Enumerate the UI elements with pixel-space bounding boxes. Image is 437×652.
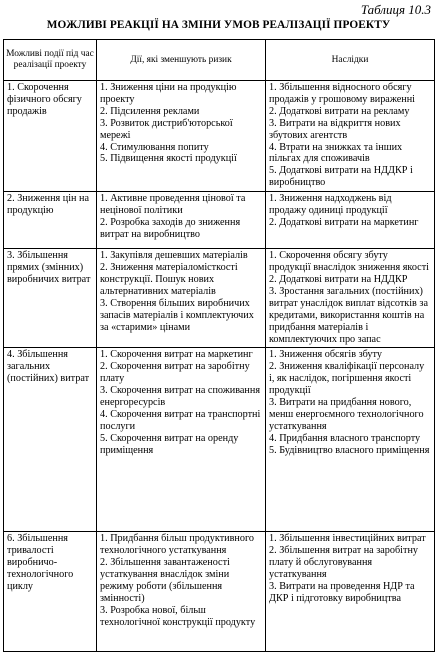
event-cell: 2. Зниження цін на продукцію: [4, 192, 97, 249]
action-item: 5. Підвищення якості продукції: [100, 153, 237, 165]
consequences-cell: [266, 192, 435, 249]
action-item: 1. Активне проведення цінової та нецінової політики: [100, 193, 246, 217]
consequence-item: 2. Додаткові витрати на маркетинг: [269, 216, 419, 228]
consequence-item: 5. Додаткові витрати на НДДКР і виробництво: [269, 165, 413, 189]
actions-cell: [97, 532, 266, 652]
consequence-item: 5. Будівництво власного приміщення: [269, 444, 430, 456]
actions-cell: [97, 81, 266, 192]
reactions-table: [3, 39, 435, 652]
action-item: 3. Створення більших виробничих запасів матеріалів і комплектуючих за «старими» цінами: [100, 297, 254, 333]
table-row: [4, 532, 435, 652]
action-item: 2. Підсилення реклами: [100, 105, 200, 117]
consequences-cell: [266, 532, 435, 652]
header-events: Можливі події під час реалізації проекту: [4, 40, 97, 81]
header-row: [4, 40, 435, 81]
table-number: Таблиця 10.3: [360, 2, 431, 17]
action-item: 2. Розробка заходів до зниження витрат на виробництво: [100, 216, 241, 240]
consequence-item: 2. Додаткові витрати на НДДКР: [269, 273, 408, 285]
actions-cell: [97, 348, 266, 532]
action-item: 2. Збільшення завантаженості устаткування внаслідок зміни режиму роботи (збільшення змінності): [100, 557, 230, 604]
event-cell: 3. Збільшення прямих (змінних) виробничих витрат: [4, 249, 97, 348]
consequence-item: 2. Додаткові витрати на рекламу: [269, 105, 410, 117]
table-title: МОЖЛИВІ РЕАКЦІЇ НА ЗМІНИ УМОВ РЕАЛІЗАЦІЇ ПРОЕКТУ: [46, 19, 391, 31]
event-cell: 1. Скорочення фізичного обсягу продажів: [4, 81, 97, 192]
consequences-cell: [266, 249, 435, 348]
consequence-item: 2. Збільшення витрат на заробітну плату й обслуговування устаткування: [269, 545, 418, 581]
consequences-cell: [266, 348, 435, 532]
action-item: 2. Зниження матеріаломісткості конструкції. Пошук нових альтернативних матеріалів: [100, 262, 238, 297]
consequence-item: 1. Зниження надходжень від продажу одиниці продукції: [269, 193, 392, 217]
header-consequences: Наслідки: [266, 40, 435, 81]
table-row: [4, 81, 435, 192]
consequence-item: 3. Витрати на проведення НДР та ДКР і підготовку виробництва: [269, 581, 415, 604]
consequence-item: 1. Збільшення інвестиційних витрат: [269, 533, 426, 545]
consequence-item: 3. Витрати на придбання нового, менш енергоємного технологічного устаткування: [269, 397, 424, 432]
action-item: 4. Скорочення витрат на транспортні послуги: [100, 408, 261, 432]
consequence-item: 4. Придбання власного транспорту: [269, 432, 421, 444]
action-item: 2. Скорочення витрат на заробітну плату: [100, 361, 250, 385]
actions-cell: [97, 192, 266, 249]
consequence-item: 4. Втрати на знижках та інших пільгах для споживачів: [269, 141, 403, 165]
action-item: 1. Закупівля дешевших матеріалів: [100, 250, 248, 262]
consequence-item: 1. Збільшення відносного обсягу продажів у грошовому вираженні: [269, 82, 415, 105]
table-row: [4, 348, 435, 532]
action-item: 1. Придбання більш продуктивного технологічного устаткування: [100, 533, 254, 557]
table-row: [4, 249, 435, 348]
event-cell: 4. Збільшення загальних (постійних) витрат: [4, 348, 97, 532]
consequence-item: 3. Зростання загальних (постійних) витрат унаслідок виплат відсотків за кредитами, використання коштів на придбання матеріалів і комплектуючих про запас: [269, 285, 428, 345]
action-item: 4. Стимулювання попиту: [100, 141, 209, 153]
consequence-item: 1. Зниження обсягів збуту: [269, 349, 382, 361]
consequence-item: 2. Зниження кваліфікації персоналу і, як наслідок, погіршення якості продукції: [269, 361, 425, 397]
table-row: [4, 192, 435, 249]
action-item: 1. Скорочення витрат на маркетинг: [100, 349, 253, 361]
header-actions: Дії, які зменшують ризик: [97, 40, 266, 81]
consequence-item: 1. Скорочення обсягу збуту продукції внаслідок зниження якості: [269, 250, 429, 274]
action-item: 3. Скорочення витрат на споживання енергоресурсів: [100, 385, 261, 409]
action-item: 5. Скорочення витрат на оренду приміщення: [100, 432, 239, 456]
actions-cell: [97, 249, 266, 348]
action-item: 1. Зниження ціни на продукцію проекту: [100, 82, 237, 105]
event-cell: 6. Збільшення тривалості виробничо-технологічного циклу: [4, 532, 97, 652]
action-item: 3. Розробка нової, більш технологічної конструкції продукту: [100, 604, 256, 628]
consequences-cell: [266, 81, 435, 192]
action-item: 3. Розвиток дистриб'юторської мережі: [100, 117, 233, 141]
consequence-item: 3. Витрати на відкриття нових збутових агентств: [269, 117, 401, 141]
